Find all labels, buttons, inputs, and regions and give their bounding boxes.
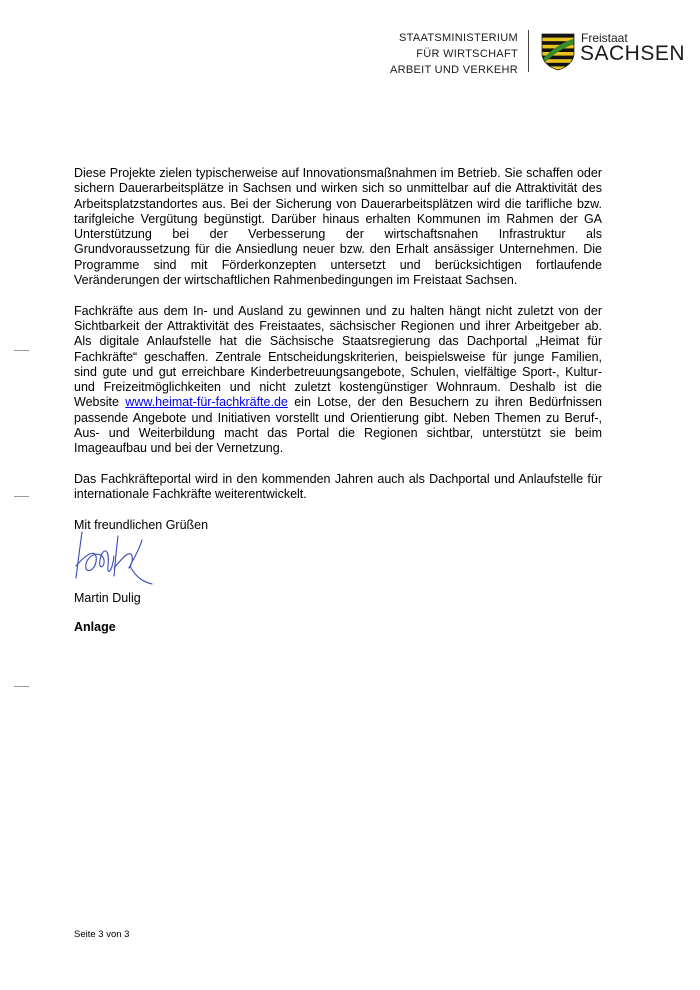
state-label-small: Freistaat	[581, 31, 628, 45]
closing-greeting: Mit freundlichen Grüßen	[74, 517, 209, 532]
website-link[interactable]: www.heimat-für-fachkräfte.de	[125, 395, 288, 410]
state-label-large: SACHSEN	[580, 42, 686, 65]
fold-mark	[14, 496, 29, 497]
signatory-name: Martin Dulig	[74, 590, 141, 605]
paragraph-1: Diese Projekte zielen typischerweise auf Innovationsmaßnahmen im Betrieb. Sie schaffen oder sichern Dauerarbeitsplätze in Sachsen und wirken sich so unmittelbar auf die Attraktivität des Arbeitsplatzstandortes aus. Bei der Sicherung von Dauerarbeitsplätzen wird die tarifliche bzw. tarifgleiche Vergütung begünstigt. Darüber hinaus erhalten Kommunen im Rahmen der GA Unterstützung bei der Verbesserung der wirtschaftsnahen Infrastruktur als Grundvoraussetzung für die Ansiedlung neuer bzw. den Erhalt ansässiger Unternehmen. Die Programme sind mit Förderkonzepten untersetzt und berücksichtigen fortlaufende Veränderungen der wirtschaftlichen Rahmenbedingungen im Freistaat Sachsen.	[74, 166, 602, 288]
page-number: Seite 3 von 3	[74, 929, 130, 940]
handwritten-signature	[68, 526, 158, 588]
paragraph-2-text-after: ein Lotse, der den Besuchern zu ihren Bedürfnissen passende Angebote und Initiativen vorstellt und Orientierung gibt. Neben Themen zu Beruf-, Aus- und Weiterbildung macht das Portal die Regionen sichtbar, unterstützt sie beim Imageaufbau und bei der Vernetzung.	[74, 395, 603, 456]
ministry-line-3: ARBEIT UND VERKEHR	[389, 64, 518, 76]
paragraph-2	[74, 304, 602, 457]
ministry-name	[390, 30, 518, 78]
saxony-coat-of-arms-icon	[541, 33, 575, 71]
fold-mark	[14, 350, 29, 351]
header-divider	[528, 30, 529, 72]
attachment-label: Anlage	[74, 620, 116, 635]
letter-body	[74, 166, 602, 635]
ministry-line-1: STAATSMINISTERIUM	[399, 32, 518, 44]
fold-mark	[14, 686, 29, 687]
paragraph-2-text-before: Fachkräfte aus dem In- und Ausland zu gewinnen und zu halten hängt nicht zuletzt von der Sichtbarkeit der Attraktivität des Freistaates, sächsischer Regionen und ihrer Arbeitgeber ab. Als digitale Anlaufstelle hat die Sächsische Staatsregierung das Dachportal „Heimat für Fachkräfte“ geschaffen. Zentrale Entscheidungskriterien, beispielsweise für junge Familien, sind gute und gut erreichbare Kinderbetreuungsangebote, Schulen, vielfältige Sport-, Kultur- und Freizeitmöglichkeiten und nicht zuletzt kostengünstiger Wohnraum. Deshalb ist die Website	[74, 303, 602, 410]
paragraph-3: Das Fachkräfteportal wird in den kommenden Jahren auch als Dachportal und Anlaufstelle für internationale Fachkräfte weiterentwickelt.	[74, 471, 602, 502]
ministry-line-2: FÜR WIRTSCHAFT	[416, 48, 518, 60]
